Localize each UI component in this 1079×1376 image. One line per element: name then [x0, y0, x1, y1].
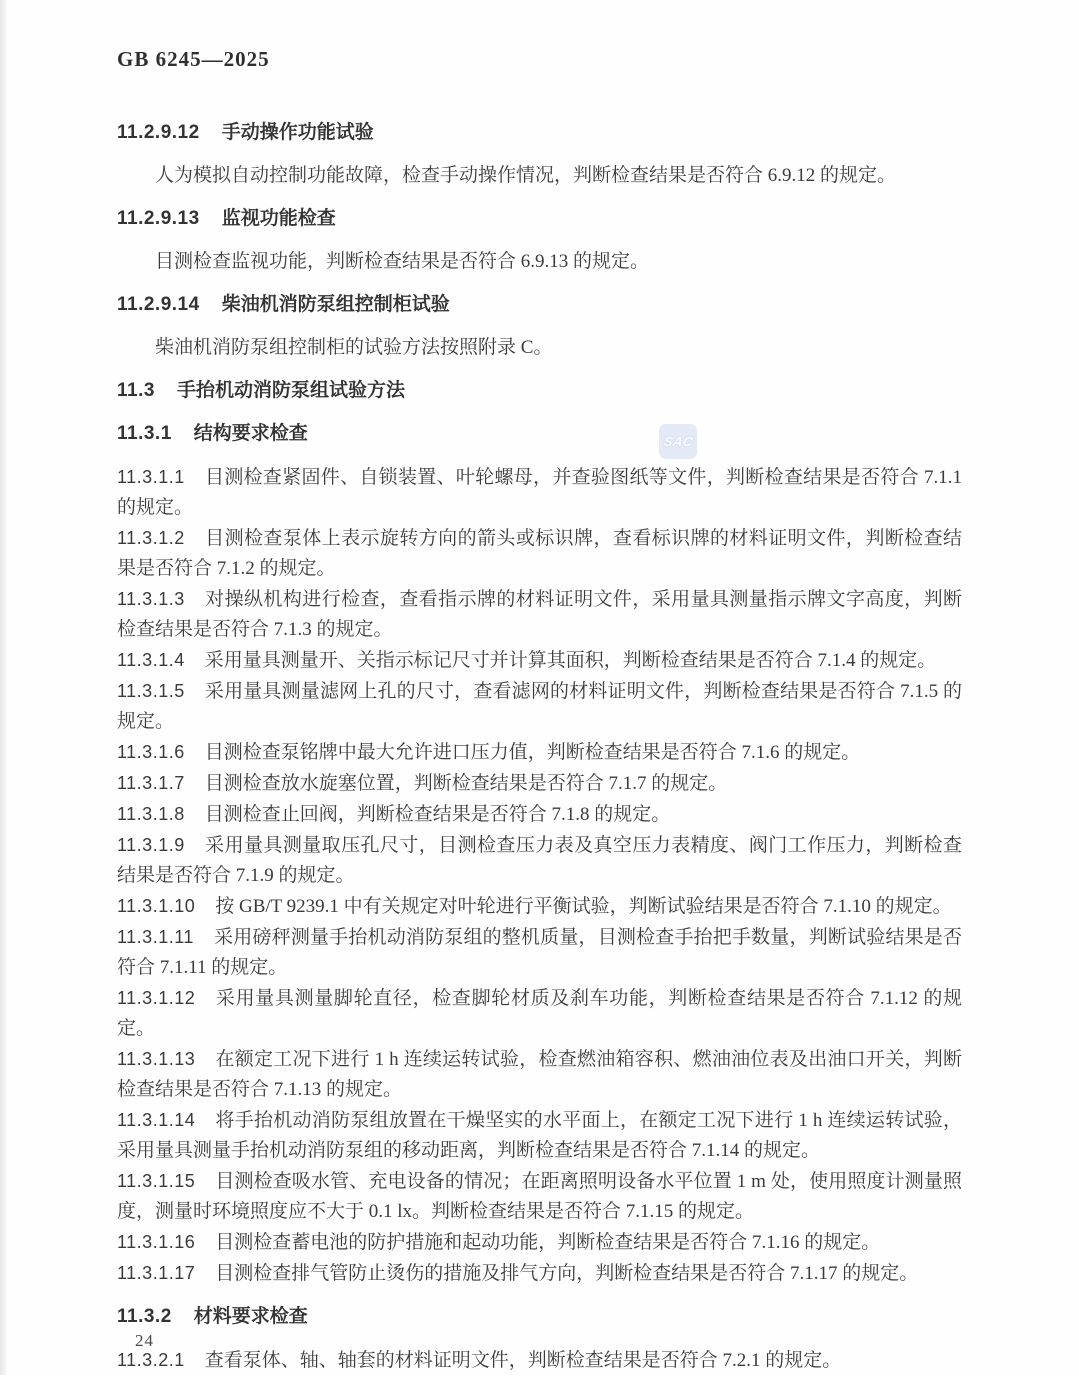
document-content [117, 44, 962, 1376]
section-heading [117, 376, 962, 406]
clause [117, 983, 962, 1044]
section-heading [117, 290, 962, 320]
clause-number: 11.3.1.14 [117, 1110, 196, 1130]
section-heading [117, 204, 962, 234]
clause-number: 11.3.1.17 [117, 1263, 196, 1283]
clause [117, 737, 962, 768]
section-heading [117, 1302, 962, 1332]
clause-number: 11.3.1.10 [117, 896, 196, 916]
clause-number: 11.3.1.1 [117, 467, 185, 487]
clause-text: 目测检查止回阀，判断检查结果是否符合 7.1.8 的规定。 [204, 804, 671, 825]
clause [117, 1044, 962, 1105]
clause [117, 922, 962, 983]
clause-number: 11.3.1.8 [117, 804, 185, 824]
clause [117, 1227, 962, 1258]
section-title: 手动操作功能试验 [221, 122, 374, 143]
clause-text: 将手抬机动消防泵组放置在干燥坚实的水平面上，在额定工况下进行 1 h 连续运转试验，采用量具测量手抬机动消防泵组的移动距离，判断检查结果是否符合 7.1.14 的规定。 [117, 1110, 962, 1161]
clause [117, 645, 962, 676]
paragraph: 目测检查监视功能，判断检查结果是否符合 6.9.13 的规定。 [155, 251, 650, 272]
section-heading [117, 419, 962, 449]
clause-number: 11.3.1.9 [117, 835, 185, 855]
clause-number: 11.3.1.11 [117, 927, 194, 947]
section-number: 11.3 [117, 380, 155, 401]
clause-text: 在额定工况下进行 1 h 连续运转试验，检查燃油箱容积、燃油油位表及出油口开关，判断检查结果是否符合 7.1.13 的规定。 [117, 1049, 962, 1100]
clause [117, 891, 962, 922]
section-number: 11.2.9.13 [117, 208, 200, 229]
clause-number: 11.3.1.7 [117, 773, 185, 793]
clause-text: 目测检查排气管防止烫伤的措施及排气方向，判断检查结果是否符合 7.1.17 的规定。 [215, 1263, 919, 1284]
scan-edge [0, 0, 7, 1375]
clause-text: 目测检查泵铭牌中最大允许进口压力值，判断检查结果是否符合 7.1.6 的规定。 [204, 742, 861, 763]
clause-text: 采用量具测量滤网上孔的尺寸，查看滤网的材料证明文件，判断检查结果是否符合 7.1.5 的规定。 [117, 681, 962, 732]
clause [117, 768, 962, 799]
paragraph: 柴油机消防泵组控制柜的试验方法按照附录 C。 [155, 337, 553, 358]
clause [117, 462, 962, 523]
clause-text: 采用量具测量开、关指示标记尺寸并计算其面积，判断检查结果是否符合 7.1.4 的规定。 [204, 650, 937, 671]
section-number: 11.2.9.12 [117, 122, 200, 143]
clause [117, 1105, 962, 1166]
clause [117, 830, 962, 891]
clause [117, 523, 962, 584]
clause-number: 11.3.1.15 [117, 1171, 196, 1191]
clause [117, 1166, 962, 1227]
clause [117, 1345, 962, 1376]
sac-watermark-label: SAC [661, 434, 695, 449]
clause [117, 676, 962, 737]
section-heading [117, 118, 962, 148]
clause-text: 采用磅秤测量手抬机动消防泵组的整机质量，目测检查手抬把手数量，判断试验结果是否符合 7.1.11 的规定。 [117, 927, 962, 978]
paragraph: 人为模拟自动控制功能故障，检查手动操作情况，判断检查结果是否符合 6.9.12 的规定。 [155, 165, 897, 186]
page-number: 24 [135, 1331, 154, 1350]
clause-text: 目测检查紧固件、自锁装置、叶轮螺母，并查验图纸等文件，判断检查结果是否符合 7.1.1 的规定。 [117, 467, 962, 518]
clause-text: 目测检查放水旋塞位置，判断检查结果是否符合 7.1.7 的规定。 [204, 773, 728, 794]
clause-number: 11.3.1.13 [117, 1049, 196, 1069]
clause-number: 11.3.1.12 [117, 988, 196, 1008]
clause-number: 11.3.1.2 [117, 528, 185, 548]
section-number: 11.3.2 [117, 1306, 172, 1327]
clause [117, 799, 962, 830]
clause-number: 11.3.1.6 [117, 742, 185, 762]
clause-number: 11.3.2.1 [117, 1350, 185, 1370]
section-title: 材料要求检查 [193, 1306, 308, 1327]
section-title: 监视功能检查 [221, 208, 336, 229]
clause [117, 584, 962, 645]
clause-text: 采用量具测量取压孔尺寸，目测检查压力表及真空压力表精度、阀门工作压力，判断检查结果是否符合 7.1.9 的规定。 [117, 835, 962, 886]
clause-number: 11.3.1.4 [117, 650, 185, 670]
section-number: 11.2.9.14 [117, 294, 200, 315]
clause-number: 11.3.1.3 [117, 589, 185, 609]
clause [117, 1258, 962, 1289]
section-number: 11.3.1 [117, 423, 172, 444]
clause-text: 按 GB/T 9239.1 中有关规定对叶轮进行平衡试验，判断试验结果是否符合 7.1.10 的规定。 [215, 896, 952, 917]
clause-text: 对操纵机构进行检查，查看指示牌的材料证明文件，采用量具测量指示牌文字高度，判断检查结果是否符合 7.1.3 的规定。 [117, 589, 962, 640]
clause-text: 目测检查泵体上表示旋转方向的箭头或标识牌，查看标识牌的材料证明文件，判断检查结果是否符合 7.1.2 的规定。 [117, 528, 962, 579]
section-title: 手抬机动消防泵组试验方法 [176, 380, 405, 401]
clause-number: 11.3.1.16 [117, 1232, 196, 1252]
clause-text: 目测检查吸水管、充电设备的情况；在距离照明设备水平位置 1 m 处，使用照度计测量照度，测量时环境照度应不大于 0.1 lx。判断检查结果是否符合 7.1.15 的规定。 [117, 1171, 962, 1222]
section-title: 结构要求检查 [193, 423, 308, 444]
clause-number: 11.3.1.5 [117, 681, 185, 701]
clause-text: 采用量具测量脚轮直径，检查脚轮材质及刹车功能，判断检查结果是否符合 7.1.12 的规定。 [117, 988, 962, 1039]
clause-text: 查看泵体、轴、轴套的材料证明文件，判断检查结果是否符合 7.2.1 的规定。 [204, 1350, 842, 1371]
clause-text: 目测检查蓄电池的防护措施和起动功能，判断检查结果是否符合 7.1.16 的规定。 [215, 1232, 881, 1253]
section-title: 柴油机消防泵组控制柜试验 [221, 294, 450, 315]
standard-code: GB 6245—2025 [117, 47, 270, 71]
